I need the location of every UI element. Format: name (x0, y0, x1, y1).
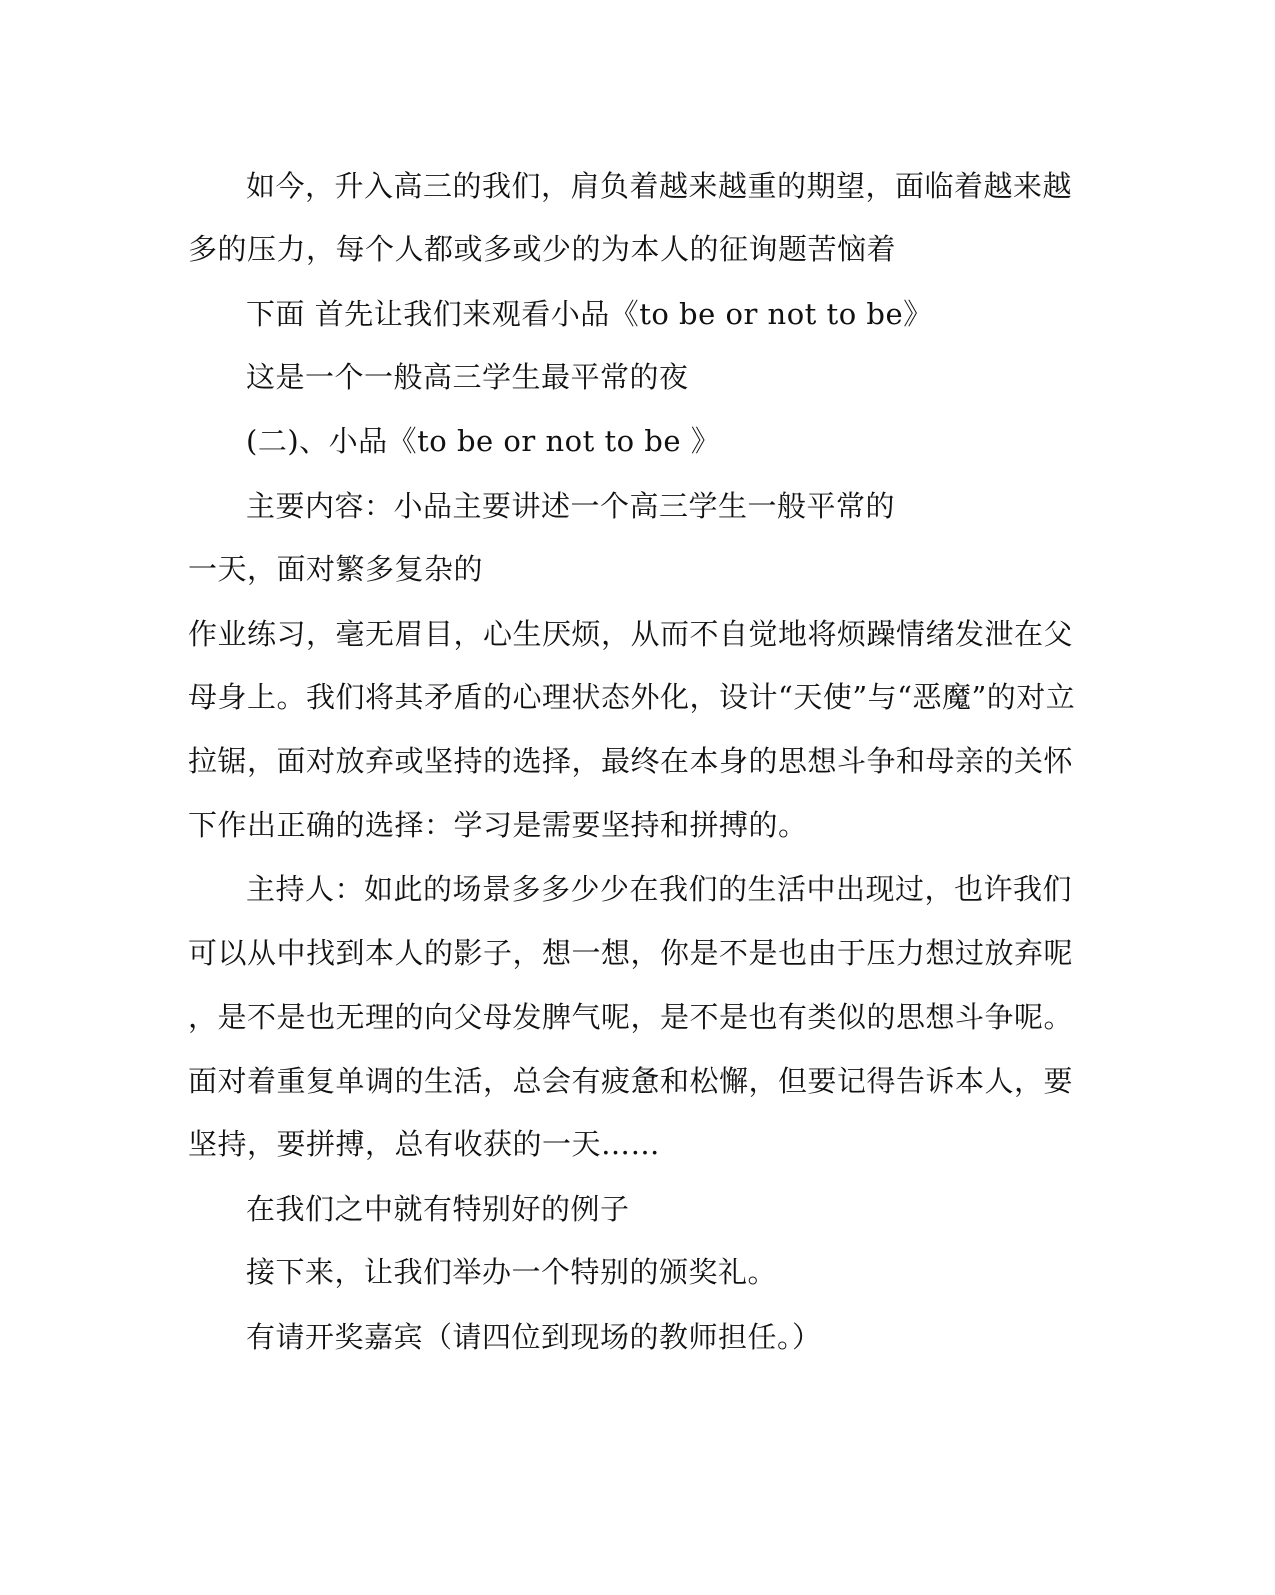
paragraph-line: 如今，升入高三的我们，肩负着越来越重的期望，面临着越来越 (246, 169, 1073, 203)
paragraph-line: 多的压力，每个人都或多或少的为本人的征询题苦恼着 (188, 232, 897, 266)
paragraph-line: 面对着重复单调的生活，总会有疲惫和松懈，但要记得告诉本人，要 (188, 1064, 1074, 1098)
paragraph-line: 接下来，让我们举办一个特别的颁奖礼。 (246, 1255, 778, 1289)
paragraph-line: 下作出正确的选择：学习是需要坚持和拼搏的。 (188, 808, 808, 842)
paragraph-line: 作业练习，毫无眉目，心生厌烦，从而不自觉地将烦躁情绪发泄在父 (188, 617, 1074, 651)
paragraph-line: ，是不是也无理的向父母发脾气呢，是不是也有类似的思想斗争呢。 (188, 1000, 1074, 1034)
paragraph-line: 可以从中找到本人的影子，想一想，你是不是也由于压力想过放弃呢 (188, 936, 1074, 970)
paragraph-line: (二)、小品《to be or not to be 》 (246, 424, 721, 458)
paragraph-line: 母身上。我们将其矛盾的心理状态外化，设计“天使”与“恶魔”的对立 (188, 680, 1076, 714)
paragraph-line: 在我们之中就有特别好的例子 (246, 1192, 630, 1226)
paragraph-line: 一天，面对繁多复杂的 (188, 552, 484, 586)
paragraph-line: 坚持，要拼搏，总有收获的一天…… (188, 1127, 661, 1161)
paragraph-line: 拉锯，面对放弃或坚持的选择，最终在本身的思想斗争和母亲的关怀 (188, 744, 1074, 778)
paragraph-line: 下面 首先让我们来观看小品《to be or not to be》 (246, 297, 933, 331)
paragraph-line: 主要内容：小品主要讲述一个高三学生一般平常的 (246, 489, 896, 523)
paragraph-line: 有请开奖嘉宾（请四位到现场的教师担任。） (246, 1320, 822, 1354)
paragraph-line: 主持人：如此的场景多多少少在我们的生活中出现过，也许我们 (246, 872, 1073, 906)
paragraph-line: 这是一个一般高三学生最平常的夜 (246, 360, 689, 394)
